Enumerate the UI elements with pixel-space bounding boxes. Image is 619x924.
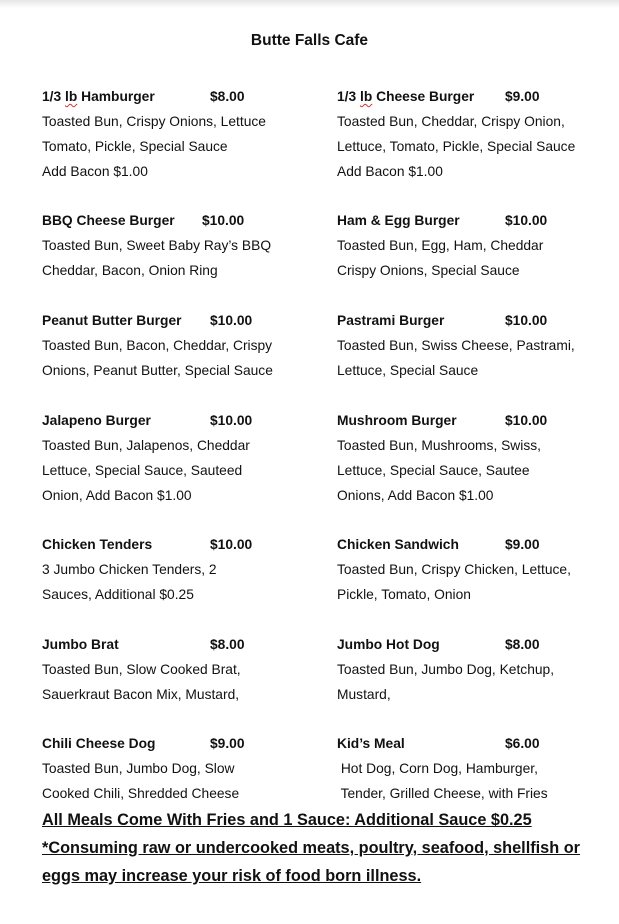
menu-item-name: Jumbo Hot Dog xyxy=(337,637,440,652)
menu-item-name: Chili Cheese Dog xyxy=(42,736,156,751)
menu-item-description-line: Sauerkraut Bacon Mix, Mustard, xyxy=(42,687,240,702)
menu-item-header xyxy=(42,308,322,333)
menu-item xyxy=(42,84,322,184)
menu-item-price: $10.00 xyxy=(202,213,245,228)
menu-item-description-line: Toasted Bun, Crispy Onions, Lettuce xyxy=(42,114,266,129)
menu-item-description-line: 3 Jumbo Chicken Tenders, 2 xyxy=(42,562,217,577)
food-warning-line-2: eggs may increase your risk of food born illness. xyxy=(42,867,422,885)
menu-item xyxy=(337,208,617,283)
menu-item-price: $10.00 xyxy=(505,413,548,428)
page-top-edge xyxy=(0,0,619,8)
menu-item xyxy=(42,308,322,383)
menu-item-description-line: Toasted Bun, Jumbo Dog, Ketchup, xyxy=(337,662,555,677)
menu-item-header xyxy=(42,532,322,557)
menu-item xyxy=(42,632,322,707)
menu-item-description-line: Toasted Bun, Crispy Chicken, Lettuce, xyxy=(337,562,571,577)
menu-item-description-line: Crispy Onions, Special Sauce xyxy=(337,263,520,278)
menu-item xyxy=(337,731,617,806)
menu-item-name: Kid’s Meal xyxy=(337,736,405,751)
menu-item-header xyxy=(337,731,617,756)
menu-item-price: $9.00 xyxy=(505,537,540,552)
menu-item-name: Ham & Egg Burger xyxy=(337,213,460,228)
menu-item-description-line: Lettuce, Special Sauce, Sautee xyxy=(337,463,530,478)
menu-item-description-line: Lettuce, Tomato, Pickle, Special Sauce xyxy=(337,139,576,154)
menu-item-name: Jalapeno Burger xyxy=(42,413,151,428)
menu-item-price: $10.00 xyxy=(210,413,253,428)
menu-item-description-line: Cheddar, Bacon, Onion Ring xyxy=(42,263,218,278)
menu-item-header xyxy=(42,408,322,433)
menu-item-description-line: Onion, Add Bacon $1.00 xyxy=(42,488,192,503)
menu-item-price: $9.00 xyxy=(505,89,540,104)
menu-item xyxy=(42,408,322,508)
menu-item-name: 1/3 lb Hamburger xyxy=(42,89,155,104)
menu-item-name: Peanut Butter Burger xyxy=(42,313,182,328)
menu-item-description-line: Mustard, xyxy=(337,687,391,702)
menu-item-price: $10.00 xyxy=(210,313,253,328)
menu-item-description-line: Add Bacon $1.00 xyxy=(42,164,148,179)
menu-item-header xyxy=(337,632,617,657)
menu-item-name: 1/3 lb Cheese Burger xyxy=(337,89,475,104)
menu-item-price: $9.00 xyxy=(210,736,245,751)
menu-item-price: $10.00 xyxy=(505,213,548,228)
meals-note: All Meals Come With Fries and 1 Sauce: Additional Sauce $0.25 xyxy=(42,811,532,829)
menu-item-description-line: Toasted Bun, Sweet Baby Ray’s BBQ xyxy=(42,238,272,253)
menu-item xyxy=(337,84,617,184)
menu-item-header xyxy=(337,208,617,233)
menu-item xyxy=(42,208,322,283)
menu-item xyxy=(337,532,617,607)
menu-item-price: $8.00 xyxy=(210,89,245,104)
spellcheck-underline: lb xyxy=(65,89,78,104)
menu-item-header xyxy=(42,84,322,109)
menu-item-description-line: Onions, Peanut Butter, Special Sauce xyxy=(42,363,273,378)
menu-item xyxy=(337,632,617,707)
menu-item-description-line: Toasted Bun, Egg, Ham, Cheddar xyxy=(337,238,544,253)
menu-item-header xyxy=(337,408,617,433)
menu-item-description-line: Hot Dog, Corn Dog, Hamburger, xyxy=(337,761,538,776)
menu-item xyxy=(42,532,322,607)
spellcheck-underline: lb xyxy=(360,89,373,104)
menu-item-description-line: Pickle, Tomato, Onion xyxy=(337,587,471,602)
menu-item-description-line: Tender, Grilled Cheese, with Fries xyxy=(337,786,548,801)
menu-item xyxy=(337,308,617,383)
menu-item-header xyxy=(337,532,617,557)
menu-item-description-line: Toasted Bun, Mushrooms, Swiss, xyxy=(337,438,541,453)
menu-item-description-line: Toasted Bun, Bacon, Cheddar, Crispy xyxy=(42,338,273,353)
menu-item-description-line: Lettuce, Special Sauce, Sauteed xyxy=(42,463,243,478)
menu-item-description-line: Toasted Bun, Slow Cooked Brat, xyxy=(42,662,241,677)
food-warning-line-1: *Consuming raw or undercooked meats, poultry, seafood, shellfish or xyxy=(42,839,580,857)
page-title: Butte Falls Cafe xyxy=(250,32,369,49)
menu-item-description-line: Toasted Bun, Jumbo Dog, Slow xyxy=(42,761,235,776)
menu-item-price: $8.00 xyxy=(210,637,245,652)
menu-item-description-line: Toasted Bun, Cheddar, Crispy Onion, xyxy=(337,114,565,129)
menu-item-name: Mushroom Burger xyxy=(337,413,457,428)
menu-item-price: $8.00 xyxy=(505,637,540,652)
menu-item-price: $10.00 xyxy=(505,313,548,328)
menu-item xyxy=(337,408,617,508)
menu-item-description-line: Sauces, Additional $0.25 xyxy=(42,587,194,602)
menu-item-description-line: Onions, Add Bacon $1.00 xyxy=(337,488,494,503)
menu-item-name: BBQ Cheese Burger xyxy=(42,213,175,228)
menu-item-description-line: Lettuce, Special Sauce xyxy=(337,363,479,378)
menu-item-name: Chicken Sandwich xyxy=(337,537,459,552)
menu-item-description-line: Cooked Chili, Shredded Cheese xyxy=(42,786,240,801)
menu-item-description-line: Tomato, Pickle, Special Sauce xyxy=(42,139,228,154)
menu-item-header xyxy=(337,84,617,109)
menu-item-price: $10.00 xyxy=(210,537,253,552)
menu-item-header xyxy=(42,208,322,233)
menu-item-header xyxy=(42,731,322,756)
menu-item-name: Jumbo Brat xyxy=(42,637,119,652)
menu-item-description-line: Toasted Bun, Jalapenos, Cheddar xyxy=(42,438,250,453)
menu-item-header xyxy=(42,632,322,657)
menu-item-description-line: Add Bacon $1.00 xyxy=(337,164,443,179)
menu-item-header xyxy=(337,308,617,333)
menu-item-name: Pastrami Burger xyxy=(337,313,445,328)
menu-item-price: $6.00 xyxy=(505,736,540,751)
menu-item xyxy=(42,731,322,806)
menu-item-description-line: Toasted Bun, Swiss Cheese, Pastrami, xyxy=(337,338,575,353)
menu-item-name: Chicken Tenders xyxy=(42,537,153,552)
